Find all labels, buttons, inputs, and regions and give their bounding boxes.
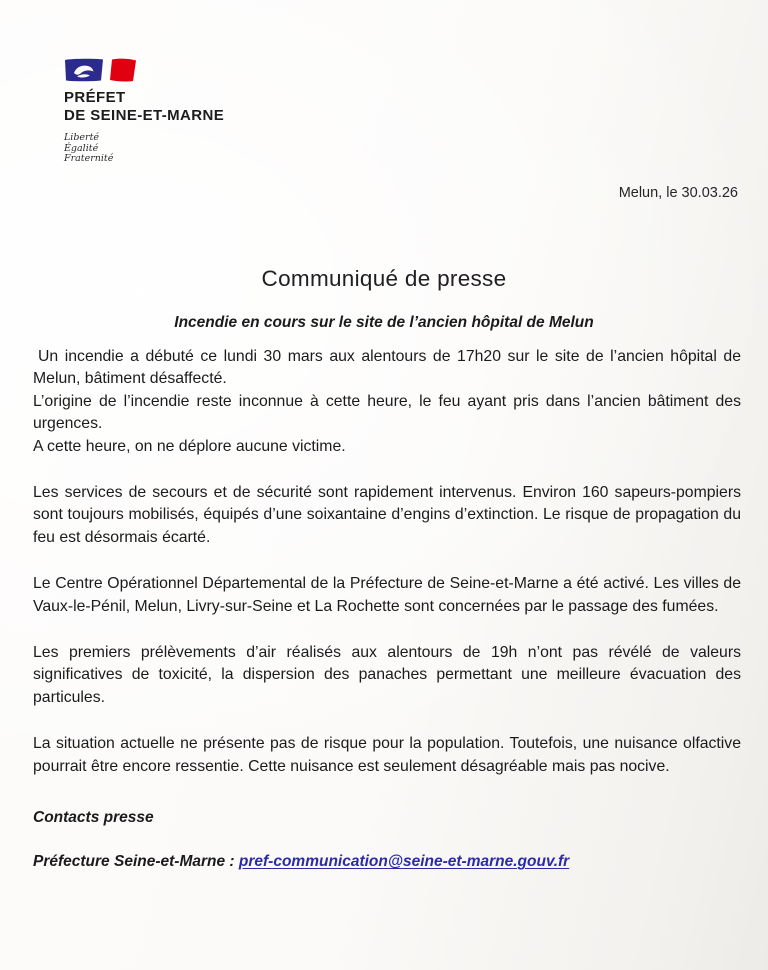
- document-body: [33, 346, 741, 871]
- motto-fraternite: Fraternité: [64, 153, 114, 164]
- republic-motto: [64, 133, 224, 165]
- motto-egalite: Égalité: [64, 142, 99, 154]
- gov-logo: [64, 58, 224, 165]
- contacts-heading: Contacts presse: [33, 809, 154, 827]
- institution-name-line1: PRÉFET: [64, 89, 126, 106]
- contact-label: Préfecture Seine-et-Marne :: [33, 853, 235, 871]
- body-paragraph-3: Le Centre Opérationnel Départemental de la Préfecture de Seine-et-Marne a été activé. Les villes de Vaux-le-Pénil, Melun, Livry-sur-Seine et La Rochette sont concernées par le passage des fumées.: [33, 575, 741, 615]
- dateline: Melun, le 30.03.26: [618, 185, 738, 201]
- motto-liberte: Liberté: [64, 132, 100, 143]
- contact-line: [33, 853, 741, 871]
- paragraph-sentence: A cette heure, on ne déplore aucune victime.: [33, 437, 346, 455]
- paragraph-sentence: L’origine de l’incendie reste inconnue à cette heure, le feu ayant pris dans l’ancien bâtiment des urgences.: [33, 392, 741, 433]
- french-flag-icon: [64, 58, 142, 82]
- institution-name-line2: DE SEINE-ET-MARNE: [64, 107, 225, 124]
- press-email-link[interactable]: pref-communication@seine-et-marne.gouv.fr: [238, 853, 570, 871]
- paragraph-sentence: Un incendie a débuté ce lundi 30 mars aux alentours de 17h20 sur le site de l’ancien hôpital de Melun, bâtiment désaffecté.: [33, 348, 741, 388]
- body-paragraph-4: Les premiers prélèvements d’air réalisés aux alentours de 19h n’ont pas révélé de valeurs significatives de toxicité, la dispersion des panaches permettant une meilleure évacuation des particules.: [33, 644, 741, 706]
- body-paragraph-1: [33, 346, 741, 458]
- document-subtitle: Incendie en cours sur le site de l’ancien hôpital de Melun: [174, 314, 594, 331]
- body-paragraph-5: La situation actuelle ne présente pas de risque pour la population. Toutefois, une nuisance olfactive pourrait être encore ressentie. Cette nuisance est seulement désagréable mais pas nocive.: [33, 735, 741, 775]
- body-paragraph-2: Les services de secours et de sécurité sont rapidement intervenus. Environ 160 sapeurs-pompiers sont toujours mobilisés, équipés d’une soixantaine d’engins d’extinction. Le risque de propagation du feu est désormais écarté.: [33, 484, 741, 546]
- document-title: Communiqué de presse: [261, 266, 507, 291]
